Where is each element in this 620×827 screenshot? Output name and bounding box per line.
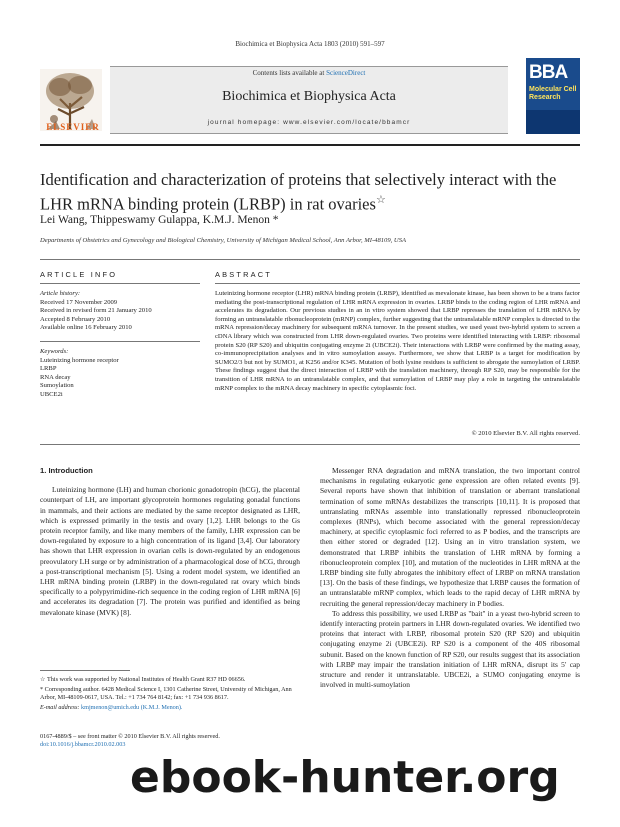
journal-cover [526, 58, 580, 134]
history-item: Received in revised form 21 January 2010 [40, 307, 152, 315]
keywords-label: Keywords: [40, 347, 69, 355]
info-rule [40, 283, 200, 284]
issn-block [40, 733, 300, 749]
article-info-heading: ARTICLE INFO [40, 270, 118, 279]
keyword-item: Sumoylation [40, 382, 74, 390]
footnotes [40, 676, 300, 714]
doi-link[interactable]: doi:10.1016/j.bbamcr.2010.02.003 [40, 741, 126, 748]
email-label: E-mail address: [40, 704, 80, 711]
running-head: Biochimica et Biophysica Acta 1803 (2010) 591–597 [235, 40, 385, 48]
journal-banner [40, 58, 580, 136]
article-history [40, 290, 200, 333]
keyword-item: RNA decay [40, 373, 71, 381]
introduction-heading: 1. Introduction [40, 466, 93, 475]
article-title-text: Identification and characterization of proteins that selectively interact with the LHR mRNA binding protein (LRBP) in rat ovaries [40, 170, 557, 214]
history-label: Article history: [40, 290, 81, 297]
keyword-item: UBCE2i [40, 390, 63, 398]
divider-top [40, 259, 580, 260]
email-link[interactable]: kmjmenon@umich.edu (K.M.J. Menon). [81, 704, 183, 711]
publisher-logo-text: ELSEVIER [46, 122, 100, 132]
history-item: Received 17 November 2009 [40, 298, 118, 306]
watermark: ebook-hunter.org [130, 752, 560, 803]
funding-footnote: ☆ This work was supported by National Institutes of Health Grant R37 HD 06656. [40, 676, 246, 683]
history-item: Accepted 8 February 2010 [40, 315, 111, 323]
issn-line: 0167-4889/$ – see front matter © 2010 Elsevier B.V. All rights reserved. [40, 733, 220, 740]
authors [40, 214, 580, 226]
abstract-rule [215, 283, 580, 284]
title-footnote-mark[interactable]: ☆ [375, 194, 386, 206]
body-column-right [320, 466, 580, 690]
email-footnote [40, 704, 300, 712]
article-title [40, 170, 580, 215]
history-item: Available online 16 February 2010 [40, 324, 132, 332]
keywords-rule [40, 341, 200, 342]
body-paragraph: Messenger RNA degradation and mRNA translation, the two important control mechanisms in regulating eukaryotic gene expression are often related events [9]. Several reports have shown that inhibition of translation or aberrant translational termination of some mRNAs destabilizes the transcripts [10,11]. It is proposed that untranslating mRNAs assemble into translationally repressed ribonucleoprotein complexes (RNPs), which become associated with the general repression/decay machinery, at specific cytoplasmic foci referred to as P bodies, and the transcripts are then either stored or degraded [12]. Using an in vitro translation system, we demonstrated that LRBP inhibits the translation of LHR mRNA by forming a ribonucleoprotein complex [10], and mutation of the nucleotides in LHR mRNA at the LRBP binding site fully abrogates the inhibitory effect of LRBP on mRNA translation [13]. On the basis of these findings, we hypothesize that LRBP causes the formation of an untranslatable mRNP complex, which leads to the rapid decay of LHR mRNA by recruiting the general repression/decay machinery in P bodies. [320, 466, 580, 608]
keywords [40, 348, 200, 400]
cover-subtitle: Molecular Cell Research [529, 86, 577, 101]
journal-info-box [110, 66, 508, 134]
header-rule [40, 144, 580, 146]
corresponding-author-footnote: * Corresponding author. 6428 Medical Science I, 1301 Catherine Street, University of Michigan, Ann Arbor, MI-48109-0617, USA. Tel.: +1 734 764 8142; fax: +1 734 936 8617. [40, 686, 292, 701]
journal-name: Biochimica et Biophysica Acta [222, 89, 396, 104]
corresponding-author-mark[interactable]: * [272, 214, 279, 226]
authors-text: Lei Wang, Thippeswamy Gulappa, K.M.J. Menon [40, 214, 270, 226]
sciencedirect-link[interactable]: ScienceDirect [326, 69, 366, 77]
abstract-heading: ABSTRACT [215, 270, 273, 279]
divider-bottom [40, 444, 580, 445]
keyword-item: LRBP [40, 365, 57, 373]
journal-homepage[interactable]: journal homepage: www.elsevier.com/locate/bbamcr [207, 119, 411, 126]
abstract-text: Luteinizing hormone receptor (LHR) mRNA binding protein (LRBP), identified as mevalonate kinase, has been shown to be a trans factor mediating the post-transcriptional regulation of LHR mRNA expression in ovaries. LRBP binds to the coding region of LHR mRNA and accelerates its degradation. Our previous studies in an in vitro system showed that LRBP represses the translation of LHR mRNA by forming an untranslatable ribonucleoprotein (mRNP) complex, further suggesting that the untranslatable mRNP complex is directed to the mRNA repression/decay machinery for subsequent mRNA turnover. In the present studies, we used yeast two-hybrid system to screen a cDNA library which was constructed from LHR down-regulated ovaries. Two proteins were identified interacting with LRBP: ribosomal protein S20 (RP S20) and ubiquitin conjugating enzyme 2i (UBCE2i). Their interactions with LRBP were confirmed by the mating assay, co-immunoprecipitation analyses and in vitro sumoylation assays. Furthermore, we show that LRBP is a target for modification by SUMO2/3 but not by SUMO1, at K256 and/or K345. Mutation of both lysine residues is sufficient to abrogate the sumoylation of LRBP. These findings suggest that the direct interaction of LRBP with the translation machinery, through RP S20, may be responsible for the transition of LHR mRNA to an untranslatable complex, and that sumoylation of LRBP may play a role in targeting the untranslatable mRNP complex to the mRNA decay machinery in specific cytoplasmic foci. [215, 290, 580, 392]
cover-stripe [526, 110, 580, 134]
article-info [40, 290, 200, 408]
body-column-left [40, 466, 300, 618]
cover-title: BBA [529, 62, 568, 83]
copyright: © 2010 Elsevier B.V. All rights reserved. [471, 430, 580, 437]
body-paragraph: Luteinizing hormone (LH) and human chorionic gonadotropin (hCG), the placental counterpart of LH, are important glycoprotein hormones regulating gonadal functions in mammals, and their actions are mediated by the same receptor designated as LHR, which is expressed primarily in the testis and ovary [1,2]. LHR belongs to the Gs protein receptor family, and like many members of the family, LHR expression can be down-regulated by exposure to a high concentration of its ligand [3,4]. Our laboratory has shown that LHR expression in ovarian cells is down-regulated by an endogenous preovulatory LH surge or by administration of a pharmacological dose of hCG, through a post-transcriptional mechanism [5]. Using a rodent model system, we identified an LHR mRNA binding protein (LRBP) in the down-regulated rat ovary which binds specifically to a polypyrimidine-rich sequence in the coding region of LHR mRNA [6] and accelerates its degradation [7]. The protein was purified and identified as being mevalonate kinase (MVK) [8]. [40, 485, 300, 617]
footnote-rule [40, 670, 130, 671]
contents-line [110, 69, 508, 77]
body-paragraph: To address this possibility, we used LRBP as "bait" in a yeast two-hybrid screen to identify interacting protein partners in LHR down-regulated ovaries. We identified two proteins that interact with LRBP, ribosomal protein S20 (RP S20) and ubiquitin conjugating enzyme 2i (UBCE2i). RP S20 is a component of the 40S ribosomal subunit. Based on the known function of RP S20, our results suggest that its association with LRBP may impair the translation initiation of LHR mRNA, disrupt its 5′ cap structure and render it untranslatable. UBCE2i, a SUMO conjugating enzyme is involved in multi-sumoylation [320, 608, 580, 690]
affiliation: Departments of Obstetrics and Gynecology and Biological Chemistry, University of Michigan Medical School, Ann Arbor, MI-48109, USA [40, 237, 407, 244]
keyword-item: Luteinizing hormone receptor [40, 356, 119, 364]
contents-prefix: Contents lists available at [252, 69, 327, 77]
